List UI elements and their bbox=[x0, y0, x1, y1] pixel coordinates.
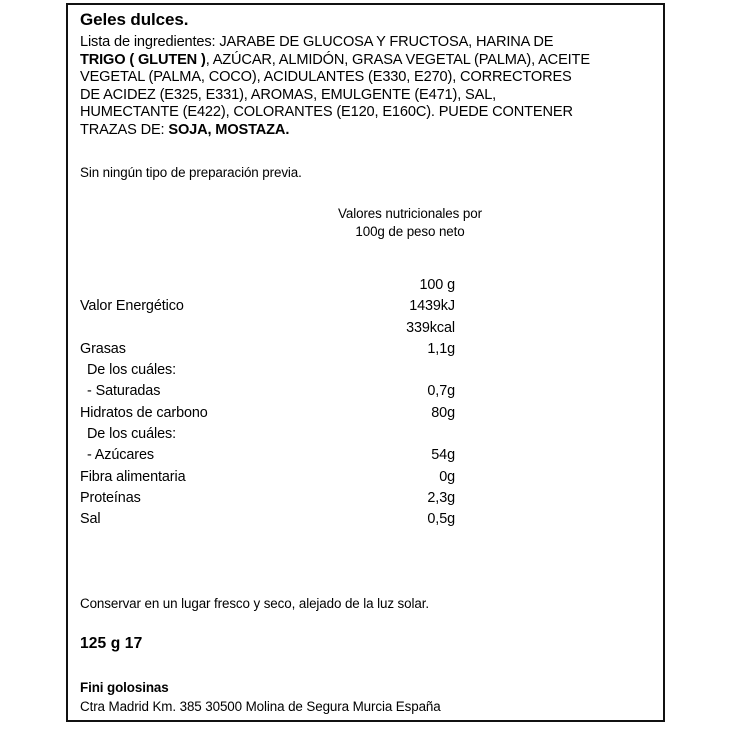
ingredients-line bbox=[80, 52, 658, 70]
nutrition-row-value: 1,1g bbox=[427, 340, 455, 357]
nutrition-row-value: 1439kJ bbox=[409, 298, 455, 315]
nutrition-row bbox=[80, 275, 455, 296]
nutrition-row-label: - Saturadas bbox=[87, 383, 161, 400]
nutrition-row-label: Grasas bbox=[80, 340, 126, 357]
nutrition-row-value: 2,3g bbox=[427, 489, 455, 506]
nutrition-row-value: 0g bbox=[439, 468, 455, 485]
nutrition-row-value: 80g bbox=[431, 404, 455, 421]
label-content bbox=[80, 5, 653, 720]
ingredients-line bbox=[80, 122, 658, 140]
ingredient-text: DE ACIDEZ (E325, E331), AROMAS, EMULGENTE (E471), SAL, bbox=[80, 86, 497, 103]
nutrition-row-label: Hidratos de carbono bbox=[80, 404, 208, 421]
nutrition-row bbox=[80, 339, 455, 360]
ingredient-text: Lista de ingredientes: JARABE DE GLUCOSA Y FRUCTOSA, HARINA DE bbox=[80, 34, 554, 50]
ingredient-text: HUMECTANTE (E422), COLORANTES (E120, E160C). PUEDE CONTENER bbox=[80, 104, 573, 121]
nutrition-row bbox=[80, 296, 455, 317]
ingredients-list bbox=[80, 34, 658, 140]
nutrition-header-line-1: Valores nutricionales por bbox=[338, 206, 482, 221]
nutrition-row bbox=[80, 509, 455, 530]
nutrition-row-value: 100 g bbox=[419, 277, 455, 293]
manufacturer-address: Ctra Madrid Km. 385 30500 Molina de Segura Murcia España bbox=[80, 699, 441, 714]
ingredients-line bbox=[80, 104, 658, 122]
nutrition-row bbox=[80, 360, 455, 381]
product-title: Geles dulces. bbox=[80, 10, 189, 29]
nutrition-table-header bbox=[260, 205, 560, 240]
nutrition-row bbox=[80, 403, 455, 424]
nutrition-row-value: 54g bbox=[431, 447, 455, 464]
nutrition-row-value: 339kcal bbox=[406, 319, 455, 336]
ingredient-text: VEGETAL (PALMA, COCO), ACIDULANTES (E330, E270), CORRECTORES bbox=[80, 69, 572, 86]
nutrition-row bbox=[80, 318, 455, 339]
nutrition-row-label: Sal bbox=[80, 511, 101, 528]
nutrition-row bbox=[80, 381, 455, 402]
nutrition-row-label: Valor Energético bbox=[80, 298, 184, 315]
nutrition-row-label: De los cuáles: bbox=[87, 426, 176, 443]
manufacturer-info bbox=[80, 678, 441, 716]
ingredients-line bbox=[80, 87, 658, 105]
nutrition-row bbox=[80, 488, 455, 509]
allergen-text: SOJA, MOSTAZA. bbox=[168, 121, 290, 138]
nutrition-row-label: De los cuáles: bbox=[87, 362, 176, 379]
ingredients-line bbox=[80, 34, 658, 52]
preparation-instructions: Sin ningún tipo de preparación previa. bbox=[80, 165, 302, 180]
nutrition-row-label: Fibra alimentaria bbox=[80, 468, 186, 485]
ingredients-line bbox=[80, 69, 658, 87]
storage-instructions: Conservar en un lugar fresco y seco, alejado de la luz solar. bbox=[80, 596, 429, 611]
nutrition-row bbox=[80, 467, 455, 488]
nutrition-row-value: 0,5g bbox=[427, 511, 455, 528]
allergen-text: TRIGO ( GLUTEN ) bbox=[80, 51, 206, 68]
ingredient-text: TRAZAS DE: bbox=[80, 121, 169, 138]
nutrition-row-label: - Azúcares bbox=[87, 447, 154, 464]
nutrition-row-label: Proteínas bbox=[80, 489, 141, 506]
net-weight-value: 125 g 17 bbox=[80, 635, 143, 652]
nutrition-row bbox=[80, 445, 455, 466]
manufacturer-name: Fini golosinas bbox=[80, 680, 169, 695]
nutrition-label-panel bbox=[66, 3, 665, 722]
nutrition-row-value: 0,7g bbox=[427, 383, 455, 400]
nutrition-row bbox=[80, 424, 455, 445]
nutrition-header-line-2: 100g de peso neto bbox=[355, 223, 465, 239]
nutrition-facts-table bbox=[80, 275, 455, 531]
ingredient-text: , AZÚCAR, ALMIDÓN, GRASA VEGETAL (PALMA), ACEITE bbox=[205, 51, 590, 68]
